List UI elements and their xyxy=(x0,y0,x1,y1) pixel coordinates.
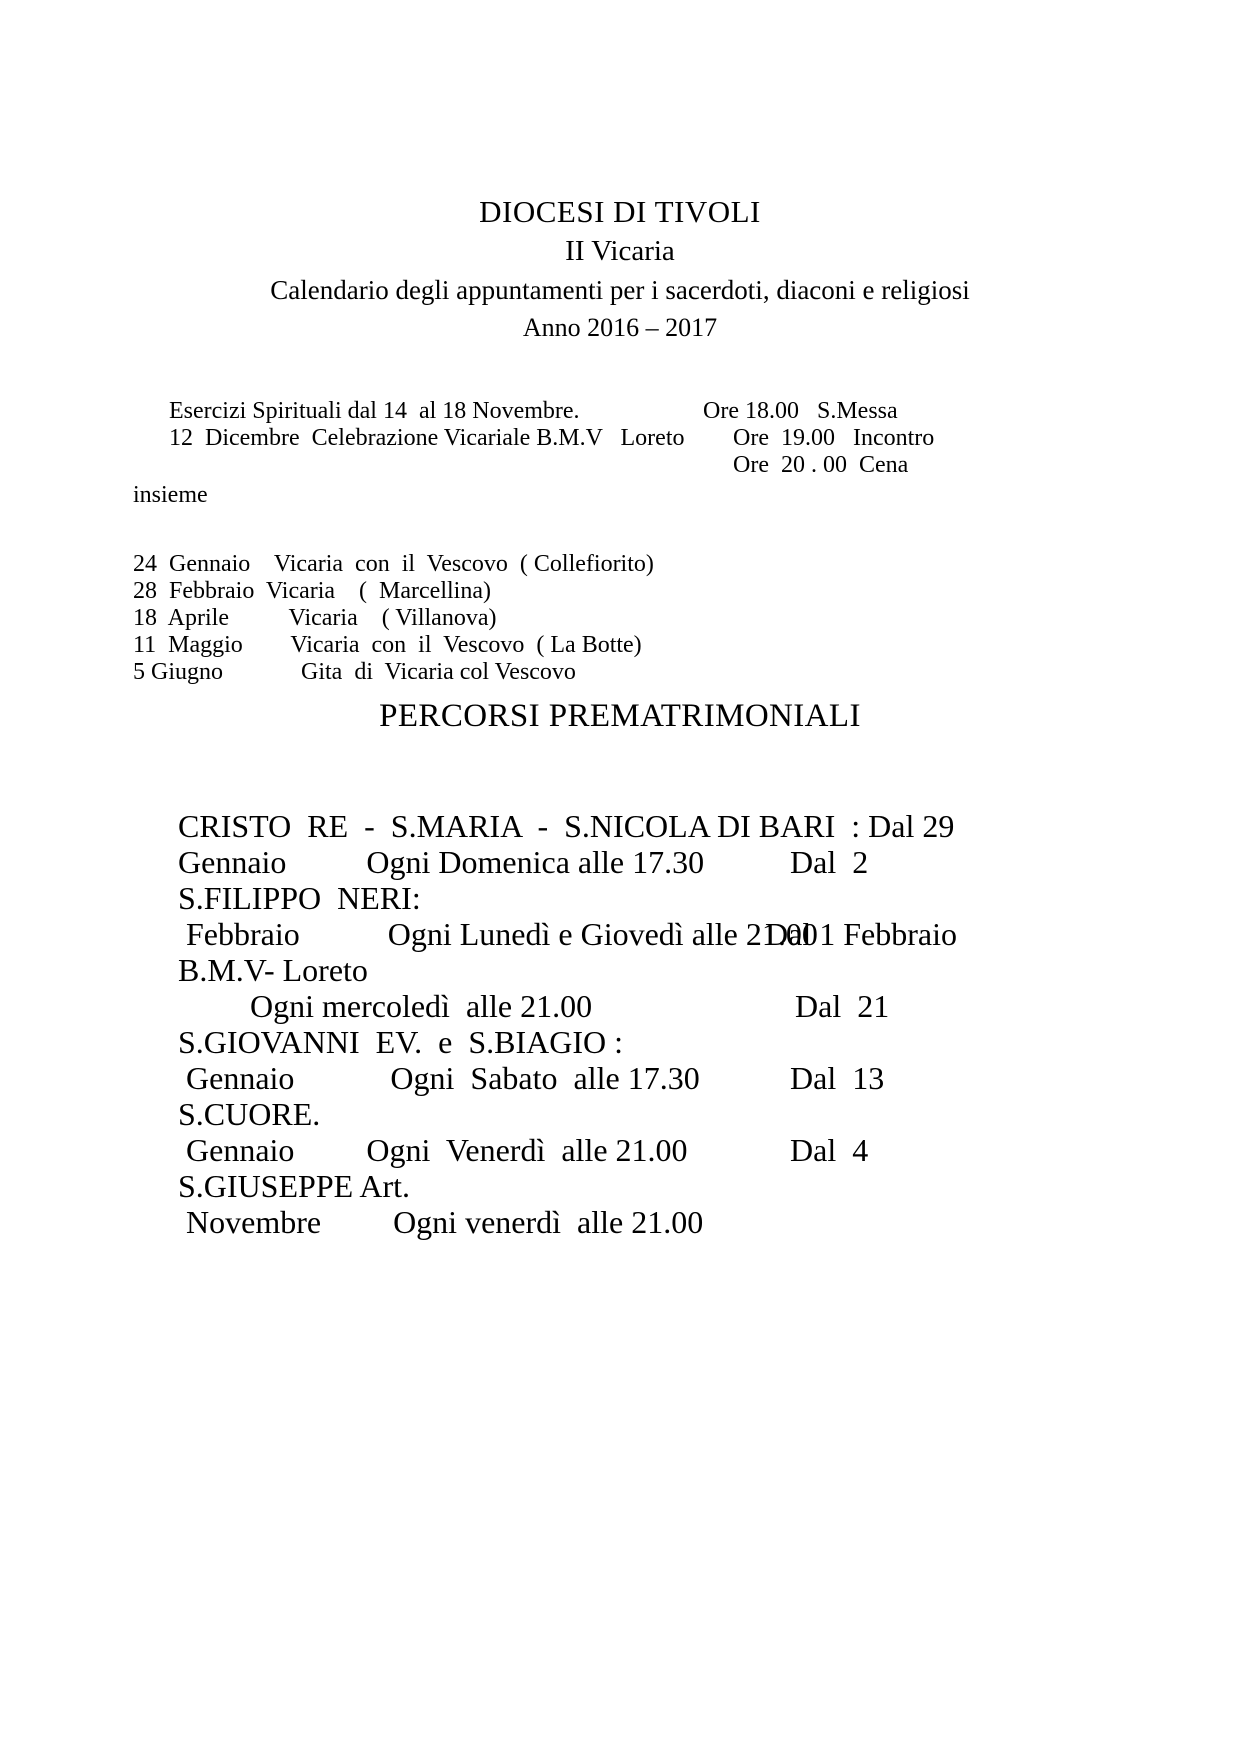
parish-name: S.CUORE. xyxy=(178,1096,321,1132)
parish-name-row xyxy=(130,772,1130,844)
parish-schedule: Ogni mercoledì alle 21.00 xyxy=(178,988,593,1024)
ore-2000-cena: Ore 20 . 00 Cena xyxy=(733,452,909,478)
parish-name-row xyxy=(130,844,1130,916)
parish-schedule-block xyxy=(130,772,1130,1240)
calendar-description: Calendario degli appuntamenti per i sacerdoti, diaconi e religiosi xyxy=(270,275,970,305)
list-item: 18 Aprile Vicaria ( Villanova) xyxy=(133,605,497,631)
parish-name-row xyxy=(130,988,1130,1060)
ore-1900-line xyxy=(133,425,1133,452)
parish-name: B.M.V- Loreto xyxy=(178,952,368,988)
parish-schedule: Febbraio Ogni Lunedì e Giovedì alle 21.00 xyxy=(178,916,818,952)
vicaria-subtitle: II Vicaria xyxy=(565,235,675,267)
parish-schedule: Novembre Ogni venerdì alle 21.00 xyxy=(178,1204,704,1240)
parish-start-date: Dal 4 xyxy=(790,1132,869,1168)
list-item: 24 Gennaio Vicaria con il Vescovo ( Collefiorito) xyxy=(133,551,654,577)
ore-2000-line xyxy=(133,452,1133,479)
parish-start-date: Dal 1 Febbraio xyxy=(765,916,957,952)
parish-name-row xyxy=(130,1060,1130,1132)
list-item: 11 Maggio Vicaria con il Vescovo ( La Botte) xyxy=(133,632,642,658)
parish-schedule: Gennaio Ogni Domenica alle 17.30 xyxy=(178,844,705,880)
parish-schedule-row xyxy=(130,1168,1130,1240)
parish-start-date: Dal 21 xyxy=(795,988,890,1024)
percorsi-prematrimoniali-heading: PERCORSI PREMATRIMONIALI xyxy=(379,698,861,734)
list-item: 5 Giugno Gita di Vicaria col Vescovo xyxy=(133,659,576,685)
parish-start-date: Dal 13 xyxy=(790,1060,885,1096)
appointments-block xyxy=(133,371,1133,479)
parish-name-row xyxy=(130,916,1130,988)
parish-name: S.GIUSEPPE Art. xyxy=(178,1168,411,1204)
parish-name: CRISTO RE - S.MARIA - S.NICOLA DI BARI : Dal 29 xyxy=(178,808,955,844)
ore-1800-messa: Ore 18.00 S.Messa xyxy=(703,398,898,424)
year-range: Anno 2016 – 2017 xyxy=(522,313,718,342)
parish-name: S.FILIPPO NERI: xyxy=(178,880,421,916)
parish-start-date: Dal 2 xyxy=(790,844,869,880)
ore-1900-incontro: Ore 19.00 Incontro xyxy=(733,425,935,451)
parish-name-row xyxy=(130,1132,1130,1204)
dicembre-celebration-text: 12 Dicembre Celebrazione Vicariale B.M.V Loreto xyxy=(169,425,685,451)
list-item: 28 Febbraio Vicaria ( Marcellina) xyxy=(133,578,491,604)
parish-schedule: Gennaio Ogni Venerdì alle 21.00 xyxy=(178,1132,688,1168)
esercizi-spirituali-text: Esercizi Spirituali dal 14 al 18 Novembre. xyxy=(169,398,580,424)
insieme-text: insieme xyxy=(133,482,208,508)
document-header xyxy=(0,192,1240,346)
diocese-title: DIOCESI DI TIVOLI xyxy=(479,194,761,229)
parish-schedule: Gennaio Ogni Sabato alle 17.30 xyxy=(178,1060,700,1096)
vicaria-dates-list xyxy=(133,551,1033,686)
parish-name: S.GIOVANNI EV. e S.BIAGIO : xyxy=(178,1024,624,1060)
